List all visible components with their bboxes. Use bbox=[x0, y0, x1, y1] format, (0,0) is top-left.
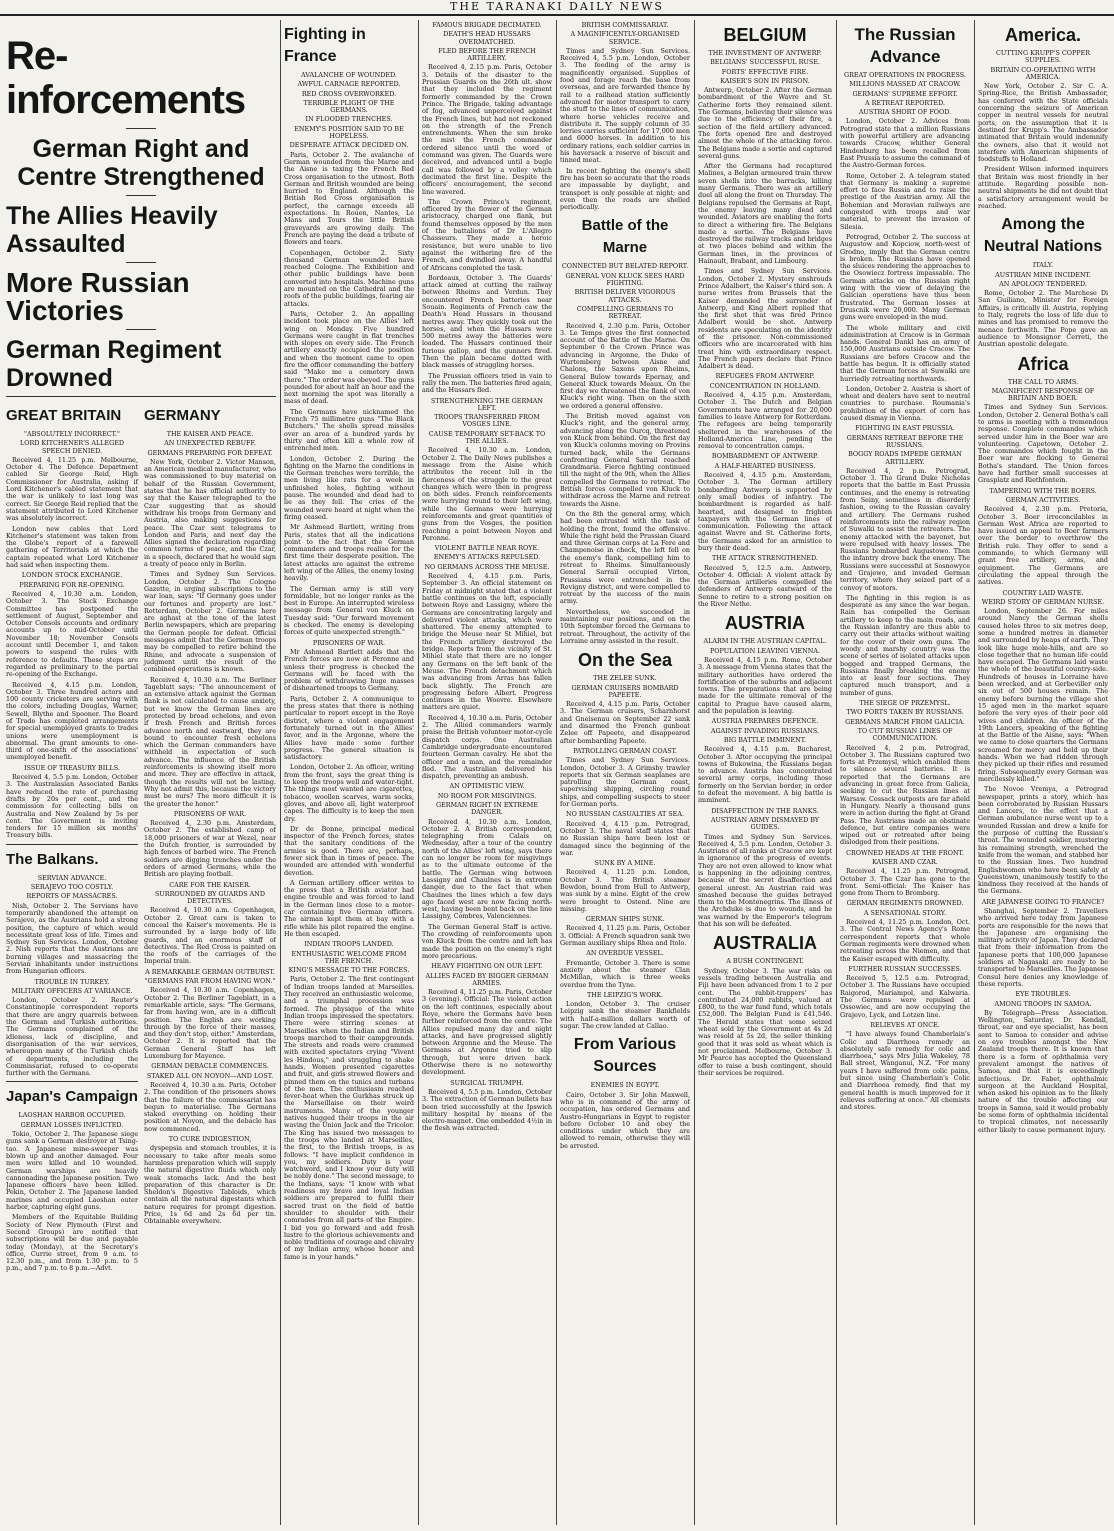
article-paragraph: Nish, October 2. The Servians have temporarily abandoned the attempt on Serajevo, as the Austrians hold a strong position, the capture of which would necessitate great loss of life. Times and Sydney Sun Services. London, October 2. Nish reports that the Austrians are burning villages and massacring the Servian inhabitants under instructions from Hungarian officers. bbox=[6, 901, 138, 976]
subhead: FIGHTING IN EAST PRUSSIA. bbox=[855, 424, 955, 433]
article-paragraph: Shanghai, September 2. Travellers who arrived here today from Japanese ports are responsible for the news that the Japanese are organising the military activity of Japan. They declared that from their information from the Japanese ports that 100,000 Japanese soldiers at Nagasaki are ready to be transported to Marseilles. The Japanese Consul here denies any knowledge of these reports. bbox=[978, 906, 1108, 988]
subhead: LORD KITCHENER'S ALLEGED SPEECH DENIED. bbox=[19, 439, 125, 455]
subhead: EYE TROUBLES. bbox=[1015, 990, 1071, 999]
subhead: THE ATTACK STRENGTHENED. bbox=[712, 554, 818, 563]
article-paragraph: Mr Ashmead Bartlett adds that the French forces are now at Peronne and unless their progress is checked the Germans will be faced with the problem of withdrawing huge masses of disheartened troops to Germany. bbox=[284, 647, 414, 693]
subhead: THE LEIPZIG'S WORK. bbox=[587, 990, 663, 999]
article-paragraph: Received 4, 10.30 a.m. London, October 3. The Stock Exchange Committee has postponed the settlement of August, September and October Consols accounts and ordinary accounts up to mid-October until November 18; November Consols account until December 1, and taken powers to suspend the rules with reference to defaults. These steps are regarded as preliminary to the partial re-opening of the Exchange. bbox=[6, 589, 138, 679]
column-2 bbox=[284, 20, 414, 1525]
article-paragraph: Antwerp, October 2. After the German bombardment of the Wavre and St. Catherine forts they remained silent. The Germans, believing their silence was due to the efficiency of their fire, a section of the field artillery advanced. The forts opened fire and destroyed almost the whole of the attacking force. The Belgians made a sortie and captured several guns. bbox=[698, 86, 832, 160]
subhead: PRISONERS OF WAR. bbox=[173, 809, 247, 818]
subhead: "ABSOLUTELY INCORRECT." bbox=[24, 430, 120, 438]
article-paragraph: Bordeaux, October 3. The Guards' attack aimed at cutting the railway between Rheims and Verdun. They encountered French batteries near Souain. Regiments of French caw the Death's Head Hussars in thousand metres away. They quickly took out the horses, and when the Hussars were 500 metres away the batteries were loaded. The Hussars continued their furious gallop, and the gunners fired. Then the plain became dotted with black masses of struggling horses. bbox=[422, 273, 552, 370]
subhead: A SENSATIONAL STORY. bbox=[863, 908, 947, 917]
article-paragraph: In recent fighting the enemy's shell fire has been so accurate that the roads are impassable by daylight, and transport is only possible at night; and even then the roads are shelled periodically. bbox=[560, 166, 690, 212]
subhead: THE INVESTMENT OF ANTWERP. bbox=[708, 49, 822, 57]
article-paragraph: New York, October 2. Sir C. A. Spring-Rice, the British Ambassador, has conferred with the State officials concerning the seizure of American copper in neutral vessels for neutral ports, on the assumption that it is destined for Krupp's. The Ambassador intimated that Britain would indemnify the owners, also that it would not interfere with American shipments of foodstuffs to Holland. bbox=[978, 82, 1108, 164]
article-paragraph: Received 4, 2.30 p.m. Paris, October 3. Le Temps gives the first connected account of the Battle of the Marne. On September 6 the Crown Prince was advancing in Argonne, the Duke of Wurtemberg between Aisne and Chalons, the Saxons upon Rheims, General Bulow towards Epernay, and General Kluck towards Meaux. On the first day we threatened the flank of von Kluck's right wing. Then on the sixth we ordered a general offensive. bbox=[560, 321, 690, 410]
subhead: GERMAN RIGHT IN EXTREME DANGER. bbox=[436, 800, 538, 817]
article-paragraph: Received 4, 10.30 a.m. Paris, October 2. The condition of the prisoners shows that the failure of the commissariat has begun to materialise. The Germans staked everything on holding their position at Noyon, and the debacle has now commenced. bbox=[144, 1080, 276, 1133]
subhead: THE ZELEE SUNK. bbox=[593, 674, 657, 683]
subhead: CROWNED HEADS AT THE FRONT. bbox=[846, 848, 964, 857]
subhead: AMONG TROOPS IN SAMOA. bbox=[994, 999, 1092, 1008]
subhead: RELIEVES AT ONCE. bbox=[870, 1020, 940, 1029]
article-paragraph: New York, October 2. Victor Manson, an American medical manufacturer, who was commissioned to buy material on behalf of the Russian Government, states that he has official authority to say that the Kaiser telegraphed to the Czar suggesting that as should withdraw his troops from Germany and Austria, also making suggestions for peace. The Czar sent telegrams to London and Paris, and next day the Allies signed the declaration regarding common terms of peace, and the Czar, in a speech, declared that he would sign a treaty of peace only in Berlin. bbox=[144, 457, 276, 569]
subhead: GERMAN SHIPS SUNK. bbox=[585, 915, 665, 924]
subhead: PREPARING FOR RE-OPENING. bbox=[19, 580, 125, 589]
subhead: NO RUSSIAN CASUALTIES AT SEA. bbox=[566, 810, 684, 819]
subhead: CUTTING KRUPP'S COPPER SUPPLIES. bbox=[995, 49, 1091, 65]
masthead: THE TARANAKI DAILY NEWS bbox=[0, 0, 1114, 16]
subhead: GREAT OPERATIONS IN PROGRESS. bbox=[844, 71, 966, 79]
article-paragraph: Mr Ashmead Bartlett, writing from Paris, states that all the indications point to the fact that the German commanders and troops realise for the first time their desperate position. The latest attacks are against the extreme left wing of the Allies, the enemy losing heavily. bbox=[284, 523, 414, 583]
subhead: KAISER AND CZAR. bbox=[872, 857, 938, 866]
section-america: America. bbox=[1004, 25, 1082, 45]
subhead: POPULATION LEAVING VIENNA. bbox=[710, 646, 820, 655]
subhead: FAMOUS BRIGADE DECIMATED. bbox=[432, 21, 542, 29]
subhead: BELGIANS' SUCCESSFUL RUSE. bbox=[710, 58, 820, 67]
column-1 bbox=[6, 20, 276, 1525]
subhead: KAISER'S SON IN PRISON. bbox=[720, 76, 810, 85]
article-paragraph: The Germans have nicknamed the French 75 millimetre guns "The Black Butchers." The shells spread missiles over an area of a hundred yards by thirty and often kill a whole row of entrenched men. bbox=[284, 407, 414, 453]
article-paragraph: Received 4, 10.30 a.m. The Berliner Tageblatt says: "The announcement of an extensive attack against the German flank is not calculated to cause anxiety, but we know the German lines are protected by broad echelons, and even if fresh French and British forces advance north and eastward, they are bound to encounter fresh echelons which the German commanders have withheld in expectation of such advance. The influence of the British reinforcements is showing itself more and more. They are effective in attack, though the results will not be lasting. Why not admit this, because the victory must be ours? The more difficult it is the greater the honor." bbox=[144, 675, 276, 808]
article-paragraph: London, October 3. The cruiser Leipzig sank the steamer Bankfields with half-a-million dollars worth of sugar. The crew landed at Callao. bbox=[560, 1000, 690, 1031]
subhead: SURGICAL TRIUMPH. bbox=[450, 1078, 524, 1087]
subhead: A BUSH CONTINGENT. bbox=[726, 957, 804, 966]
subhead: BRITAIN CO-OPERATING WITH AMERICA. bbox=[990, 65, 1096, 81]
article-paragraph: Received 4, 11.25 p.m. Petrograd, October 3. The Czar has gone to the front. Semi-official: The Kaiser has gone from Thorn to Bromberg. bbox=[840, 867, 970, 898]
section-germany: GERMANY bbox=[144, 407, 221, 424]
subhead: ENTHUSIASTIC WELCOME FROM THE FRENCH. bbox=[291, 949, 407, 965]
article-paragraph: The whole military and civil administration at Cracow is in German hands. General Dankl has an army of 150,000 Austrians outside Cracow. The Russians are before Cracow and the battle has begun. It is officially stated that the German forces at Suwalki are hurriedly retreating northwards. bbox=[840, 323, 970, 383]
subhead: GERMANS MARCH FROM GALICIA. bbox=[845, 717, 965, 726]
article-paragraph: London, October 2. Austria is short of wheat and dealers have sent to neutral countries to purchase. Roumania's prohibition of the export of corn has caused dismay in Vienna. bbox=[840, 384, 970, 423]
article-paragraph: Paris, October 2. The first contingent of Indian troops landed at Marseilles. They received an enthusiastic welcome, and a triumphal procession was formed. The physique of the white Indian troops impressed the spectators. There were stirring scenes at Marseilles when the Indian and British troops marched to their campgrounds. The streets and roads were crammed with excited spectators crying "Vivent les Hindous," and struggling to shake hands. Women presented cigarettes and fruit, and girls strewed flowers and pinned them on the tunics and turbans of the men. The enthusiasm reached fever-heat when the Gurkhas struck up the Marseillaise on their weird instruments. Many of the younger natives hugged their troops in the air waving the Union Jack and the Tricolor. The King has issued two messages to the troops who landed at Marseilles, the first, to the British troops, is as follows: "I have implicit confidence in you, my soldiers. Duty is your watchword, and I know your duty will be nobly done." The second message, to the Indians, says: "I know with what readiness my brave and loyal Indian soldiers are prepared to fulfil their sacred trust on the field of battle shoulder to shoulder with their comrades from all parts of the Empire. I bid you go forward and add fresh lustre to the glorious achievements and noble traditions of courage and chivalry of my Indian army, whose honor and fame is in your hands." bbox=[284, 975, 414, 1261]
section-balkans: The Balkans. bbox=[6, 850, 99, 868]
article-paragraph: Received 4, 2.30 p.m. Amsterdam, October 2. The established camp of 18,000 prisoners of war at Wezel, near the Dutch frontier, is surrounded by high fences of barbed wire. The French soldiers are digging trenches under the orders of armed Germans, while the British are playing football. bbox=[144, 819, 276, 879]
subhead: INDIAN TROOPS LANDED. bbox=[304, 940, 394, 949]
subhead: GERMAN CRUISERS BOMBARD PAPEETE. bbox=[571, 683, 679, 699]
section-on-the-sea: On the Sea bbox=[577, 650, 673, 671]
subhead: AUSTRIA PREPARES DEFENCE. bbox=[711, 717, 819, 726]
article-paragraph: London, October 2. An officer, writing from the front, says the great thing is to keep the troops well and water-tight. The things most wanted are cigarettes, tobacco, woollen scarves, warm socks, gloves, and above all, light waterproof capes. The difficulty is to keep the men dry. bbox=[284, 763, 414, 823]
advertisement: dyspepsia and stomach troubles, it is necessary to take after meals some harmless preparation which will supply the natural digestive fluids which only weak stomachs lack. And the best preparation of this character is Dr. Sheldon's Digestive Tabloids, which contain all the natural digestants which nature requires for prompt digestion. Price, 1s 6d and 2s 6d per tin. Obtainable everywhere. bbox=[144, 1144, 276, 1226]
subhead: AGAINST INVADING RUSSIANS. bbox=[710, 726, 820, 735]
article-paragraph: Cairo, October 3. Sir John Maxwell, who is in command of the army of occupation, has ordered Germans and Austro-Hungarians in Egypt to register before October 10 and obey the conditions under which they are allowed to remain, otherwise they will be arrested. bbox=[560, 1090, 690, 1150]
article-paragraph: The fighting in this region is as desperate as any since the war began. Rain has compelled the German artillery to keep to the main roads, and the Russian infantry are thus able to carry out their attacks without waiting for the cover of their own guns. The woody and marshy country was the scene of series of isolated attacks upon bogged and trapped Germans, the Russians finally breaking the enemy into at least four sections. They captured much transport, and a number of guns. bbox=[840, 593, 970, 697]
subhead: TROUBLE IN TURKEY. bbox=[34, 977, 110, 986]
subhead: AUSTRIAN ARMY DISMAYED BY GUIDES. bbox=[710, 815, 820, 832]
subhead: COUNTRY LAID WASTE. bbox=[1002, 588, 1084, 597]
advertisement: Members of the Equitable Building Society of New Plymouth (First and Second Groups) are notified that subscriptions will be due and payable today (Monday), at the Secretary's office, Currie street, from 9 a.m. to 12.30 p.m., and from 1.30 p.m. to 5 p.m., and 7 p.m. to 8 p.m.—Advt. bbox=[6, 1213, 138, 1273]
article-paragraph: Received 4, 10.30 a.m. Copenhagen, October 2. Great care is taken to conceal the Kaiser's movements. He is surrounded by a large body of life guards, and an enormous staff of detectives. The Red Cross is painted on the roofs of the carriages of the Imperial train. bbox=[144, 906, 276, 966]
subhead: ENEMIES IN EGYPT. bbox=[590, 1081, 660, 1090]
article-paragraph: London, October 2. Advices from Petrograd state that a million Russians with powerful artillery are advancing towards Cracow, whither General Hindenburg has been recalled from East Prussia to assume the command of the Austro-German forces. bbox=[840, 117, 970, 170]
article-paragraph: Paris, October 2. A communique to the press states that there is nothing particular to report except in the Roye district, where a violent engagement fortunately turned out in the Allies' favor, and in the Argonne, where the Allies have made some further progress. The general situation is satisfactory. bbox=[284, 694, 414, 762]
article-paragraph: The Crown Prince's regiment, officered by the flower of the German aristocracy, charged one flank, but found themselves opposed by the men of the battalions of Dr L'Allegro Chasseurs. They made a heroic resistance, but were unable to live against the withering fire of the French, and dwindled away. A handful of Africans completed the task. bbox=[422, 197, 552, 272]
subhead: GERMANS RETREAT BEFORE THE RUSSIANS. bbox=[846, 433, 964, 449]
subhead: TAMPERING WITH THE BOERS. bbox=[989, 486, 1097, 495]
subhead: SERAJEVO TOO COSTLY. bbox=[30, 883, 114, 892]
article-paragraph: Tokio, October 2. The Japanese siege guns sank a German destroyer at Tsing-tao. A Japanese mine-sweeper was blown up and another damaged. Four men were killed and 10 wounded. German warships are heavily cannonading the Japanese position. Two Japanese officers have been killed. Pekin, October 2. The Japanese landed marines and occupied Laoshan outer harbor, capturing eight guns. bbox=[6, 1130, 138, 1212]
headline-russian-victories: More Russian Victories bbox=[6, 267, 190, 326]
subhead: AN UNEXPECTED REBUFF. bbox=[164, 439, 256, 448]
article-paragraph: Times and Sydney Sun Services. London, October 2. General Botha's call to arms is meeting with a tremendous response. Complete commandos which served under him in the Boer war are volunteering. Capetown, October 2. The commandos which fought in the Boer war are flocking to General Botha's standard. The Union forces have had further small successes at Grasplatz and Riethfontein. bbox=[978, 403, 1108, 485]
subhead: BOGGY ROADS IMPEDE GERMAN ARTILLERY. bbox=[848, 450, 962, 466]
article-paragraph: Received 4, 4.15 p.m. Amsterdam, October 3. The German artillery bombarding Antwerp is supported by only small bodies of infantry. The bombardment is regarded as half-hearted, and designed to frighten taxpayers with the German lines of communication. Following the attack against Wavre and St. Catherine forts, the Germans asked for an armistice to bury their dead. bbox=[698, 471, 832, 552]
article-paragraph: Nevertheless, we succeeded in maintaining our positions, and on the 10th September forced the Germans to retreat. Throughout, the activity of the Lorraine army assisted in the result. bbox=[560, 607, 690, 645]
subhead: ENEMY'S ATTACKS REPULSED. bbox=[433, 553, 541, 562]
subhead: TO CURE INDIGESTION, bbox=[168, 1135, 252, 1144]
subhead: AN OPTIMISTIC VIEW. bbox=[449, 782, 525, 791]
article-paragraph: Received 4, 4.15 p.m. Bucharest, October 3. After occupying the principal towns of Bukowina, the Russians began to advance. Austria has concentrated several army corps, including those formerly on the Servian border, in order to defeat the movement. A big battle is imminent. bbox=[698, 745, 832, 805]
article-paragraph: London, October 2. Reuter's Constantinople correspondent reports that there are angry quarrels between the German and Turkish authorities. The Germans complained of the idleness, lack of discipline, and disorganisation of the war services, whereupon many of the Turkish chiefs of departments, including the Commissariat, refused to co-operate further with the Germans. bbox=[6, 996, 138, 1078]
subhead: SERVIAN ADVANCE. bbox=[37, 873, 107, 882]
subhead: DESPERATE ATTACK DECIDED ON. bbox=[289, 141, 409, 150]
subhead: NO GERMANS ACROSS THE MEUSE. bbox=[424, 562, 550, 571]
article-paragraph: Received 4, 2.15 p.m. Paris, October 3. Details of the disaster to the Prussian Guards on the 26th ult. show that they included the regiment formerly commanded by the Crown Prince. The Brigade, taking advantage of fog, advanced unperceived against the French lines, but had not reckoned on the strength of the French entrenchments. When the sun broke the mist the French commander ordered silence until the word of command was given. The Guards were deceived, and advanced until a bugle call was followed by a volley which decimated the first line. Despite the officers' encouragement, the second line wavered. bbox=[422, 63, 552, 196]
article-paragraph: London, October 2. During the fighting on the Marne the conditions in the German trenches were terrible, the men living like rats for a week in unfinished holes, fighting without pause. The wounded and dead had to lie as they fell. The cries of the wounded were heard at night when the firing ceased. bbox=[284, 454, 414, 521]
article-paragraph: Received 4, 2 p.m. Petrograd, October 3. The Russians captured two forts at Przemysl, which enabled them to silence several batteries. It is reported that the Germans are advancing in great force from Galicia, seeking to cut the Russian lines at Warsaw. Cossack outposts are far afield in Hungary. Nearly a thousand guns were in action during the fight at Grand Pass. The Austrians made an obstinate defence, but entire companies were wiped out or retreated after being dislodged from their positions. bbox=[840, 743, 970, 847]
article-paragraph: Times and Sydney Sun Services. London, October 2. The Cologne Gazette, in urging subscriptions to the war loan, says: "If Germany goes under our fortunes and property are lost." Rotterdam, October 2. Germans here are aghast at the tone of the latest Berlin newspapers, which are preparing the German people for defeat. Official messages admit that the German troops may be compelled to retire behind the Rhine, and advocate a suspension of judgment until the result of the combined operations is known. bbox=[144, 570, 276, 674]
article-paragraph: Copenhagen, October 2. Sixty thousand German wounded have reached Cologne. The Exhibition and other public buildings have been converted into hospitals. Machine guns are mounted on the Cathedral and the roofs of the public buildings, fearing air attacks. bbox=[284, 248, 414, 308]
subhead: STRENGTHENING THE GERMAN LEFT. bbox=[430, 396, 544, 412]
section-russian-advance: The Russian Advance bbox=[854, 25, 956, 66]
article-paragraph: Received 4, 5.5 p.m. London, October 3. The Australasian Associated Banks have reduced the rate of purchasing drafts by 20s per cent., and the commission for collecting bills on Australia and New Zealand by 5s per cent. The Government is inviting tenders for 15 million six months' Treasury bills. bbox=[6, 773, 138, 840]
article-paragraph: Times and Sydney Sun Services. Received 4, 5.5 p.m. London, October 3. Austrians of all ranks at Cracow are kept in ignorance of the progress of events. They are not even allowed to know what is happening in the adjoining centres, because of the secret disaffection and general unrest. An Austrian raid was smashed because the guides betrayed them to the Montenegrins. The illness of the Archduke is due to wounds, and he was warned by the Emperor's telegram that his son will be defeated. bbox=[698, 832, 832, 929]
subcolumn-britain bbox=[6, 401, 138, 1276]
subhead: GERMANS' SUPREME EFFORT. bbox=[852, 89, 958, 98]
subhead: ARE JAPANESE GOING TO FRANCE? bbox=[981, 897, 1105, 906]
advertisement: "I have always found Chamberlain's Colic and Diarrhoea remedy an absolutely safe remedy for colic and diarrhoea," says Mrs Julia Wakeley, 78 Ball street, Wanganui, N.Z. "For many years I have suffered from colic pains, but since using Chamberlain's Colic and Diarrhoea remedy, find that my general health is much improved for it relieves suffering at once." All chemists and stores. bbox=[840, 1030, 970, 1112]
subhead: GERMAN ACTIVITIES. bbox=[1005, 495, 1081, 504]
subhead: FLED BEFORE THE FRENCH ARTILLERY. bbox=[438, 46, 536, 63]
subhead: BRITISH DELIVER VIGOROUS ATTACKS. bbox=[574, 288, 676, 304]
article-paragraph: The Prussian officers tried in vain to rally the men. The batteries fired again, and the Hussars fled. bbox=[422, 371, 552, 395]
article-paragraph: London new cables that Lord Kitchener's statement was taken from the Globe's report of a farewell gathering of Territorials at which the captain repeated what Lord Kitchener had said when inspecting them. bbox=[6, 524, 138, 570]
subhead: DISAFFECTION IN THE RANKS. bbox=[711, 806, 819, 815]
article-paragraph: Received 4, 11.25 p.m. London, October 3. The British steamer Bowdon, bound from Hull to Antwerp, was sunk by a mine. Eight of the crew were brought to Ostend. Nine are missing. bbox=[560, 868, 690, 913]
subhead: GERMAN REGIMENTS DROWNED. bbox=[846, 899, 964, 908]
subhead: A HALF-HEARTED BUSINESS. bbox=[714, 461, 816, 470]
article-paragraph: Received 4, 2 p.m. Petrograd, October 3. The Grand Duke Nicholas reports that the battle in East Prussia continues, and the enemy is retreating from Seiny, sometimes in disorderly fashion, owing to the Russian cavalry and artillery. The Germans rushed reinforcements into the railway region of Suwalki to assist the retreaters. The enemy attacked with the bayonet, but were repulsed with heavy losses. The Russians bombarded Augustowo. Then the infantry drove back the enemy. The Russians were successful at Sosnowyce and Grajewo, and invaded German territory, where they seized part of a convoy of motors. bbox=[840, 466, 970, 592]
article-paragraph: Dr de Bonne, principal medical inspector of the French forces, states that the sanitary conditions of the armies is good. There are, perhaps, fewer sick than in times of peace. The wounded are attended with wonderful devotion. bbox=[284, 824, 414, 877]
subhead: BRITISH COMMISSARIAT. bbox=[581, 21, 669, 29]
subhead: GERMAN LOSSES INFLICTED. bbox=[20, 1120, 124, 1129]
subhead: REPORTS OF MASSACRES. bbox=[26, 892, 118, 901]
subhead: GERMANS PREPARING FOR DEFEAT. bbox=[147, 448, 273, 457]
article-paragraph: Rome, October 2. The Marchese Di San Guiliano, Minister for Foreign Affairs, is critically ill. Austria, replying to Italy, regrets the loss of life due to mines and has promised to remove the menace forthwith. The Pope gave an audience to Monsignor Cerreti, the Austrian apostolic delegate. bbox=[978, 289, 1108, 349]
column-7 bbox=[978, 20, 1108, 1525]
section-japan: Japan's Campaign bbox=[6, 1088, 138, 1106]
subhead: MAGNIFICENT RESPONSE OF BRITAIN AND BOER. bbox=[991, 386, 1095, 403]
subhead: RED CROSS OVERWORKED. bbox=[301, 89, 397, 98]
article-paragraph: Times and Sydney Sun Services. London, October 3. A Grimsby trawler reports that six German seaplanes are patrolling the German coast, supervising shipping, circling round ships, and compelling suspects to steer for German ports. bbox=[560, 756, 690, 809]
subhead: COMPELLING GERMANS TO RETREAT. bbox=[576, 304, 674, 321]
article-paragraph: President Wilson informed inquirers that Britain was most friendly in her attitude. Regarding possible non-neutral shipments he did not doubt that a satisfactory arrangement would be reached. bbox=[978, 165, 1108, 210]
article-paragraph: Received 4, 11.25 p.m. Paris, October 3 (evening). Official: The violent action on the left continues, especially about Roye, where the Germans have been further reinforced from the centre. The Allies repulsed many day and night attacks, and have progressed slightly between Argonne and the Meuse. The Germans at Argonne tried to slip through, but were driven back. Otherwise there is no noteworthy development. bbox=[422, 988, 552, 1077]
subhead: THE SIEGE OF PRZEMYSL. bbox=[859, 699, 951, 708]
article-paragraph: London, September 26. For miles around Nancy the German shells caused holes three to six metres deep, some a hundred metres in diameter and surrounded by heaps of earth. They look like huge mole-hills, and are so close together that no human life could have escaped. The Germans laid waste the whole of the beautiful country-side. Hundreds of houses in Lorraine have been wrecked, and at Gerbeviller only six out of 500 houses remain. The enemy before burning the village shot 15 aged men in the market square before the very eyes of their poor old wives and children. An officer of the 19th Lancers, speaking of the fighting at the Battle of the Aisne, says: "When we came to close quarters the Germans screamed for mercy and held up their hands. When we had ridden through they picked up their rifles and resumed firing. Subsequently every German was mercilessly killed." bbox=[978, 607, 1108, 783]
article-paragraph: Fremantle, October 3. There is some anxiety about the steamer Clan McMillan, which is three weeks overdue from the Tyne. bbox=[560, 958, 690, 989]
subhead: AN OVERDUE VESSEL. bbox=[586, 949, 664, 958]
subhead: GERMAN DEBACLE COMMENCES. bbox=[151, 1062, 269, 1071]
section-neutral-nations: Among the Neutral Nations bbox=[983, 216, 1103, 256]
subhead: TERRIBLE PLIGHT OF THE GERMANS. bbox=[303, 98, 395, 115]
subhead: A RETREAT REPORTED. bbox=[865, 98, 945, 107]
subhead: CARE FOR THE KAISER. bbox=[169, 880, 251, 889]
article-paragraph: A German artillery officer writes to the press that a British aviator had engine trouble and was forced to land in the German lines close to a motor-car containing five German officers. The airman kept them at bay with a rifle while his pilot repaired the engine. He then escaped. bbox=[284, 878, 414, 938]
subhead: MILITARY OFFICERS AT VARIANCE. bbox=[11, 986, 133, 995]
subhead: AWFUL CARNAGE REPORTED. bbox=[297, 80, 401, 89]
article-paragraph: Received 4, 11.25 p.m. London, Oct. 3. The Central News Agency's Rome correspondent reports that whole German regiments were drowned when retreating across the Niemen, and that the Kaiser escaped with difficulty. bbox=[840, 918, 970, 963]
subhead: REFUGEES FROM ANTWERP. bbox=[715, 372, 815, 381]
column-3 bbox=[422, 20, 552, 1525]
article-paragraph: Received 4, 11.25 p.m. Melbourne, October 4. The Defence Department cabled Sir George Reid, High Commissioner for Australia, asking if Lord Kitchener's cabled statement that the war is unlikely to last long was correct. Sir George Reid replied that the statement attributed to Lord Kitchener was absolutely incorrect. bbox=[6, 455, 138, 523]
subhead: FURTHER RUSSIAN SUCCESSES. bbox=[848, 964, 962, 973]
article-paragraph: Times and Sydney Sun Services. London, October 2. Mystery enshrouds Prince Adalbert, the Kaiser's third son. A nurse writes from Brussels that the Kaiser demanded the surrender of Antwerp, and King Albert replied that the first shot that was fired Prince Adalbert would be shot. Antwerp residents are speculating on the identity of the prisoner. Non-commissioned officers who are incarcerated with him treat him with extraordinary respect. The French papers declare that Prince Adalbert is dead. bbox=[698, 267, 832, 371]
article-paragraph: Received 4, 2.30 p.m. Pretoria, October 3. Boer irreconcilables in German West Africa are reported to have issued an appeal to Boer farmers over the border to overthrow the British rule. They offer to send a commando, to which Germany will grant free artillery, arms, and equipment. The Germans are circulating the appeal through the natives. bbox=[978, 505, 1108, 587]
subhead: SUNK BY A MINE. bbox=[594, 859, 656, 868]
subhead: ENEMY'S POSITION SAID TO BE HOPELESS. bbox=[294, 124, 404, 141]
column-6 bbox=[840, 20, 970, 1525]
article-paragraph: On the 8th the general army, which had been entrusted with the task of holding the front, found the offensive. While the right held the Prussian Guard and three German corps at La Fere and Champenoise in check, the left fell on the enemy's flank, compelling him to retreat to Rheims. Simultaneously General Sarrail occupied Virton, Prussians were entrenched in the Revigny district, and were compelled to retreat by the success of the main army. bbox=[560, 509, 690, 606]
subhead: CAUSE TEMPORARY SET-BACK TO THE ALLIES. bbox=[428, 429, 546, 446]
headline-allies-assaulted: The Allies Heavily Assaulted bbox=[6, 202, 218, 258]
subhead: AVALANCHE OF WOUNDED. bbox=[301, 71, 397, 79]
subhead: KING'S MESSAGE TO THE FORCES. bbox=[288, 966, 410, 975]
subhead: AUSTRIA SHORT OF FOOD. bbox=[858, 108, 952, 117]
article-paragraph: Received 4, 5.5 p.m. London, October 3. The extraction of German bullets has been tried successfully at the Ipswich military hospital by means of the electro-magnet. One embedded 4½in in the flesh was extracted. bbox=[422, 1087, 552, 1133]
subhead: TO CUT RUSSIAN LINES OF COMMUNICATION. bbox=[857, 726, 953, 743]
article-paragraph: Received 4, 11.25 p.m. Paris, October 3. Official: A French squadron sank two German auxiliary ships Rhea and Itolo. bbox=[560, 924, 690, 948]
article-paragraph: Times and Sydney Sun Services. Received 4, 5.5 p.m. London, October 3. The feeding of the army is magnificently organised. Supplies of food and forage reach the base from overseas, and are forwarded thence by rail to a railhead station sufficiently advanced for motor transport to carry the stuff to the lines of communication, where horse vehicles receive and distribute it. The supply column of 35 lorries carries sufficient for 17,000 men and 6000 horses. In addition to his ordinary rations, each soldier carries in his haversack a reserve of biscuit and tinned meat. bbox=[560, 46, 690, 165]
article-paragraph: Received 4, 10.30 a.m. Copenhagen, October 2. The Berliner Tageblatt, in a remarkable article, says: "The Germans, far from having won, are in a difficult position. The English are working through by the force of their masses, and they don't stop, either." Amsterdam, October 2. It is reported that the German General Staff has left Luxemburg for Mayence. bbox=[144, 986, 276, 1061]
section-austria: AUSTRIA bbox=[725, 613, 805, 634]
subhead: THE KAISER AND PEACE. bbox=[166, 430, 254, 438]
section-battle-of-the-marne: Battle of the Marne bbox=[581, 217, 669, 257]
subhead: AN APOLOGY TENDERED. bbox=[999, 279, 1087, 288]
column-4 bbox=[560, 20, 690, 1525]
subhead: PATROLLING GERMAN COAST. bbox=[573, 746, 677, 755]
subhead: ALARM IN THE AUSTRIAN CAPITAL. bbox=[703, 637, 827, 646]
section-belgium: BELGIUM bbox=[723, 25, 807, 45]
subhead: A MAGNIFICENTLY-ORGANISED SERVICE. bbox=[570, 30, 680, 46]
subhead: ITALY. bbox=[1032, 261, 1054, 270]
subhead: MILLIONS MASSED AT CRACOW. bbox=[849, 80, 961, 89]
article-paragraph: The German General Staff is active. The crowding of reinforcements upon von Kluck from the centre and left has made the position on the enemy's right more precarious. bbox=[422, 922, 552, 960]
section-great-britain: GREAT BRITAIN bbox=[6, 407, 122, 424]
subhead: TROOPS TRANSFERRED FROM VOSGES LINE. bbox=[434, 413, 540, 429]
subhead: GENERAL VON KLUCK SEES HARD FIGHTING. bbox=[565, 271, 685, 288]
article-paragraph: Received 5, 12.5 a.m. Antwerp, October 4. Official: A violent attack by the German artilleries compelled the defenders of Antwerp eastward of the Senne to retire to a strong position on the River Nethe. bbox=[698, 563, 832, 609]
article-paragraph: Received 4, 4.15 p.m. Paris, October 3. The German cruisers, Scharnhorst and Gneisenau on September 22 sank and disarmed the French gunboat Zelee off Papeete, and disappeared after bombarding Papeete. bbox=[560, 700, 690, 745]
subhead: BOMBARDMENT OF ANTWERP. bbox=[711, 452, 819, 461]
column-5 bbox=[698, 20, 832, 1525]
article-paragraph: Petrograd, October 2. The success at Augustow and Kopciow, north-west of Grodno, imply that the German centre is broken. The Russians have opened the sluices rendering the approaches to the Osowiecz fortress impassable. The German attacks on the Russian right wing with the view of delaying the Galician operations have thus been frustrated. The German losses at Druscnik were 20,000. Many German guns were enveloped in the mud. bbox=[840, 232, 970, 322]
article-paragraph: After the Germans had recaptured Malines, a Belgian armoured train threw seven shells into the barracks, killing many Germans. There was an artillery duel all along the front on Thursday. The Belgians repulsed the Germans at Rupt, the enemy leaving many dead and wounded. Aviators are enabling the forts to direct a withering fire. The Belgians made a sortie. The Belgians have destroyed the railway tracks and bridges at two places behind and within the German lines, in the provinces of Hainault, Brabant, and Limbourg. bbox=[698, 162, 832, 266]
subcolumn-germany bbox=[144, 401, 276, 1276]
subhead: SURROUNDED BY GUARDS AND DETECTIVES. bbox=[155, 889, 265, 906]
subhead: TWO FORTS TAKEN BY RUSSIANS. bbox=[846, 708, 964, 717]
article-paragraph: Paris, October 2. The avalanche of German wounded from the Marne and the Aisne is taxing the French Red Cross organisation to the utmost. Both German and British wounded are being hurried to England. Although the British Red Cross organisation is perfect, the carnage exceeds all expectations. In Rouen, Nantes, Le Mans and Tours the little British graveyards are growing daily. The French are paying the dead a tribute of flowers and tears. bbox=[284, 150, 414, 247]
subhead: PRISONERS OF WAR. bbox=[312, 638, 386, 647]
article-paragraph: Received 4, 4.15 p.m. Rome, October 3. A message from Vienna states that the military authorities have ordered the fortification of the suburbs and adjacent towns. The preparations that are being made for the ultimate removal of the capital to Prague have caused alarm, and the population is leaving. bbox=[698, 655, 832, 716]
article-paragraph: Received 4, 4.15 p.m. London, October 3. Three hundred actors and 100 county cricketers are serving with the colors, including Douglas, Warner, Sewell, Blythe and Spooner. The Board of Trade has completed arrangements for special unemployed grants to trades unions were unemployment is abnormal. The grant amounts to one-third of one-sixth of the associations' unemployed benefit. bbox=[6, 680, 138, 762]
section-fighting-in-france: Fighting in France bbox=[284, 26, 366, 65]
article-paragraph: The Novoe Vremya, a Petrograd newspaper, prints a story, which has been corroborated by Russian Hussars and Lancers, to the effect that a German ambulance nurse went up to a wounded Russian and drew a knife for the purpose of cutting the Russian's throat. The wounded soldier, mustering his remaining strength, wrenched the knife from the woman, and stabbed her to the Russian lines. Two hundred Englishwomen who have been safely at Queenstown, unanimously testify to the kindness they received at the hands of the Germans. bbox=[978, 785, 1108, 896]
subhead: IN FLOODED TRENCHES. bbox=[305, 115, 393, 124]
subhead: THE CALL TO ARMS. bbox=[1007, 377, 1079, 386]
subhead: BIG BATTLE IMMINENT. bbox=[723, 735, 807, 744]
section-africa: Africa bbox=[1017, 353, 1069, 374]
subhead: "GERMANS FAR FROM HAVING WON." bbox=[144, 977, 276, 986]
subhead: LAOSHAN HARBOR OCCUPIED. bbox=[18, 1111, 126, 1120]
article-paragraph: Received 4, 4.15 p.m. Petrograd, October 3. The naval staff states that no Russian ships have been lost or damaged since the beginning of the war. bbox=[560, 819, 690, 857]
subhead: WEIRD STORY OF GERMAN NURSE. bbox=[981, 597, 1105, 606]
subhead: ISSUE OF TREASURY BILLS. bbox=[24, 763, 120, 772]
subhead: AUSTRIAN MINE INCIDENT. bbox=[995, 270, 1091, 279]
article-paragraph: Received 4, 10.30 a.m. London, October 2. A British correspondent, telegraphing from Calais on Wednesday, after a tour of the country north of the Allies' left wing, says there can no longer be room for misgivings as to the ultimate outcome of the battle. The German wing between Lassigny and Chaulnes is in extreme danger, due to the fact that when Chaulnes the lines which a few days ago faced west are now facing north-west, having been bent back on the line Lassigny, Combres, Valenciennes. bbox=[422, 817, 552, 921]
subhead: NO ROOM FOR MISGIVINGS. bbox=[437, 791, 537, 800]
article-paragraph: Rome, October 2. A telegram stated that Germany is making a supreme effort to face Russia and to raise the prestige of the Austrian army. All the Bohemian and Moravian railways are congested with troops and war material, to prevent the invasion of Silesia. bbox=[840, 171, 970, 231]
article-paragraph: Paris, October 2. An appalling incident took place on the Allies' left wing on Monday. Five hundred Germans were caught in flat trenches with slopes on every side. The French artillery exactly occupied the position and when the moment came to open fire the officer commanding the battery said "Make me a cemetery down there." The order was obeyed. The guns pounded for about half an hour and the next morning the spot was literally a mass of dead. bbox=[284, 309, 414, 406]
section-australia: AUSTRALIA bbox=[713, 933, 817, 954]
headline-german-right: German Right and Centre Strengthened bbox=[17, 135, 265, 191]
article-paragraph: The German army is still very formidable, but no longer ranks as the best in Europe. An interrupted wireless message from General von Kluck on Tuesday said: "Our forward movement is checked. The enemy is developing forces of quite unexpected strength." bbox=[284, 584, 414, 637]
subhead: A REMARKABLE GERMAN OUTBURST. bbox=[145, 967, 275, 976]
article-paragraph: The British moved against von Kluck's right, and the general army, advancing along the Ourcq, threatened von Kluck from behind. On the first day von Kluck's columns moving on Provins turned back, while the Germans confronting General Sarrail reached Grandmaria. Fierce fighting continued till the night of the 9th, when the Allies compelled the Germans to retreat. The British forces compelled von Kluck to withdraw across the Marne and retreat towards the Aisne. bbox=[560, 412, 690, 508]
subhead: ALLIES FACED BY BIGGER GERMAN ARMIES. bbox=[425, 971, 549, 987]
subhead: LONDON STOCK EXCHANGE. bbox=[21, 571, 123, 580]
article-paragraph: Sydney, October 3. The war risks on vessels trading between Australia and Fiji have been advanced from 1 to 2 per cent. The rabbit-trappers' has contributed 24,000 rabbits, valued at £800, to the war fund fund, which totals £52,000. The Belgian Fund is £41,546. The Herald states that some seized wheat sold by the Government at 4s 2d was resold at 5s 2d, the seller thinking good that it was sold as wheat which is not proclaimed. Melbourne, October 3. Mr Pearce has accepted the Queensland offer to raise a bush contingent, should their services be required. bbox=[698, 966, 832, 1077]
section-from-various-sources: From Various Sources bbox=[573, 1036, 677, 1076]
subhead: CONNECTED BUT BELATED REPORT. bbox=[561, 262, 689, 271]
article-paragraph: Received 4, 4.15 p.m. Paris, September 3. An official statement on Friday at midnight stated that a violent battle continues on the left, especially between Roye and Lassigny, where the Germans are concentrating largely and delivered violent attacks, which were shattered. The enemy attempted to bridge the Meuse near St Mihiel, but the French artillery destroyed the bridge. Reports from the vicinity of St. Mihiel state that there are no longer any Germans on the left bank of the Meuse. The French detachment which was advancing from Arras has fallen back slightly. The French are progressing before Albert. Progress continues in the Woevre. Elsewhere matters are quiet. bbox=[422, 572, 552, 712]
subhead: STAKED ALL ON NOYON—AND LOST. bbox=[146, 1071, 274, 1080]
headline-regiment-drowned: German Regiment Drowned bbox=[6, 336, 222, 392]
article-paragraph: By Telegraph—Press Association. Wellington, Saturday. Dr. Kendall, throat, ear and eye specialist, has been sent to Samoa to consider and advise on eye troubles amongst the New Zealand troops there. It is known that there is a form of ophthalmia very prevalent amongst the natives of Samoa, and that it is exceedingly infectious. Dr. Fabet, ophthalmic surgeon at the Auckland Hospital, when asked his opinion as to the likely nature of the trouble affecting our troops in Samoa, said it would probably be some form of ophthalmia incidental to tropical climates, not necessarily either likely to cause permanent injury. bbox=[978, 1008, 1108, 1134]
article-paragraph: Received 5, 12.5 a.m. Petrograd, October 3. The Russians have occupied Raigorod, Mariampol, and Kalwaria. The Germans were repulsed at Ossowiec, and are now occupying the Grajevo, Lyck, and Lotzen line. bbox=[840, 974, 970, 1019]
subhead: VIOLENT BATTLE NEAR ROYE. bbox=[434, 544, 540, 553]
subhead: FORTS' EFFECTIVE FIRE. bbox=[721, 67, 809, 76]
article-paragraph: Received 4, 10.30 a.m. Paris, October 2. The Allied commanders warmly praise the British volunteer motor-cycle dispatch corps. One Australian Cambridge undergraduate encountered fourteen German cavalry. He shot the officer and a man, and the remainder fled. The Australian delivered his dispatch, preventing an ambush. bbox=[422, 713, 552, 781]
subhead: HEAVY FIGHTING ON OUR LEFT. bbox=[431, 962, 543, 971]
article-paragraph: Received 4, 10.30 a.m. London, October 2. The Daily News publishes a message from the Aisne which attributes the recent lull in the fierceness of the struggle to the great changes which were then in progress on both sides. French reinforcements were hurrying round to their left wing, while the Germans were hurrying reinforcements and great quantities of guns from the Vosges, the position reaching a point between Noyon and Peronne. bbox=[422, 446, 552, 542]
headline-reinforcements: Re-inforcements bbox=[6, 34, 246, 122]
subhead: DEATH'S HEAD HUSSARS OVERMATCHED. bbox=[443, 30, 531, 46]
article-paragraph: Received 4, 4.15 p.m. Amsterdam, October 3. The Dutch and Belgian Governments have arranged for 20,000 families to leave Antwerp for Rotterdam. The refugees are being temporarily sheltered in the warehouses of the Holland-America Line, pending the removal to concentration camps. bbox=[698, 391, 832, 451]
subhead: CONCENTRATION IN HOLLAND. bbox=[709, 381, 821, 390]
